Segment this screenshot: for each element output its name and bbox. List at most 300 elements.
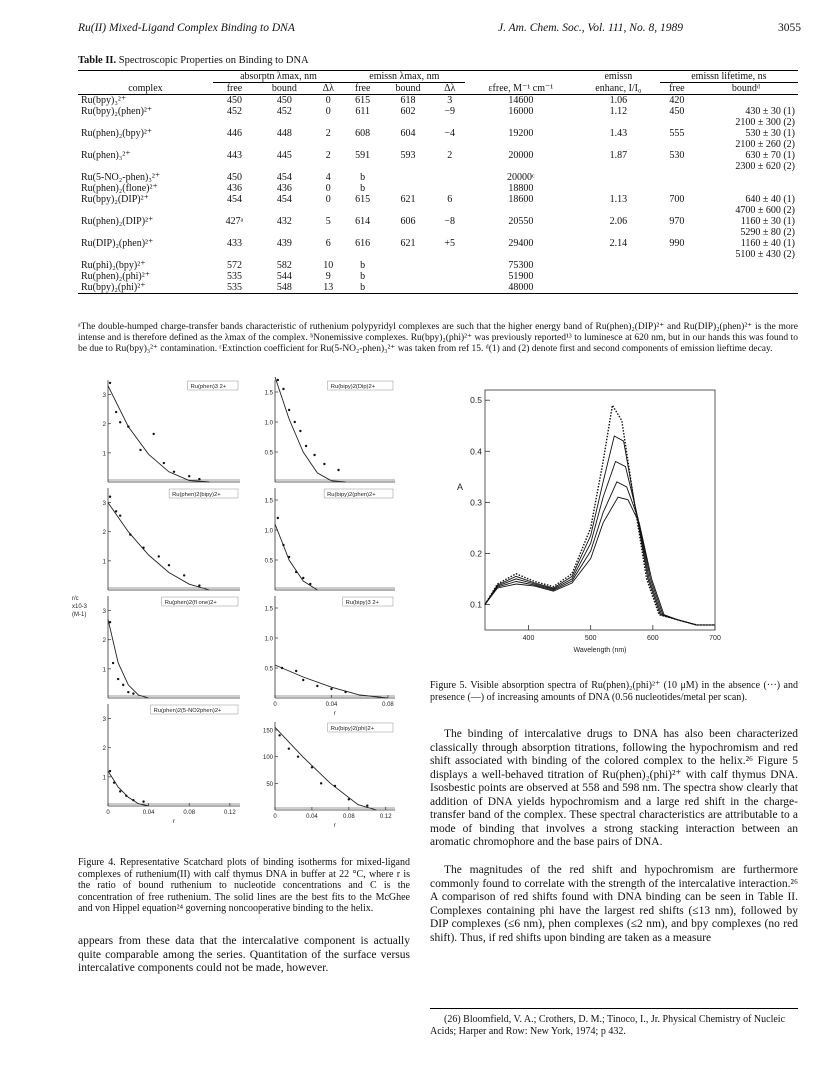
column-header: εfree, M⁻¹ cm⁻¹	[465, 83, 577, 95]
table-cell: 608	[355, 128, 371, 139]
panel-title: Ru(phen)2(5-NO2phen)2+	[153, 708, 222, 714]
figure5-absorption-spectra	[455, 382, 725, 672]
x-tick-label: 0	[106, 810, 110, 816]
x-tick-label: 700	[709, 635, 721, 642]
y-tick-label: 1	[102, 775, 106, 782]
y-tick-label: 1	[102, 451, 106, 458]
running-header-left: Ru(II) Mixed-Ligand Complex Binding to DNA	[78, 22, 295, 34]
table-row	[78, 194, 798, 216]
table-cell: 1.87	[609, 150, 628, 161]
table-cell	[381, 172, 435, 183]
table-cell	[435, 172, 465, 183]
data-point	[295, 670, 297, 672]
panel-title: Ru(bipy)2(phen)2+	[327, 492, 376, 498]
table-cell: 640 ± 40 (1) 4700 ± 600 (2)	[735, 194, 795, 216]
data-point	[183, 574, 185, 576]
data-point	[122, 684, 124, 686]
table-cell: 420	[669, 95, 685, 106]
y-tick-label: 0.1	[470, 599, 482, 610]
data-point	[188, 475, 190, 477]
table-cell	[694, 282, 798, 294]
complex-cell: Ru(phi)₂(bpy)²⁺	[81, 260, 146, 271]
column-header: boundᵈ	[694, 83, 798, 95]
data-point	[119, 514, 121, 516]
y-tick-label: 2	[102, 530, 106, 537]
x-axis-label: Wavelength (nm)	[573, 647, 627, 654]
table-cell	[660, 282, 694, 294]
table-cell: 14600	[508, 95, 534, 106]
table-cell: −4	[444, 128, 456, 139]
y-axis-label: r/c	[72, 596, 79, 602]
table-cell: 436	[226, 183, 242, 194]
y-tick-label: 1	[102, 667, 106, 674]
table-cell: 593	[400, 150, 416, 161]
table-cell: 630 ± 70 (1) 2300 ± 620 (2)	[735, 150, 795, 172]
data-point	[311, 766, 313, 768]
x-axis-label: r	[173, 819, 175, 825]
table-cell	[660, 271, 694, 282]
x-tick-label: 0.04	[306, 814, 318, 820]
column-header: Δλ	[435, 83, 465, 95]
y-axis-label: A	[457, 482, 464, 492]
y-tick-label: 1.0	[264, 420, 273, 427]
x-tick-label: 0.12	[224, 810, 236, 816]
right-paragraph-1: The binding of intercalative drugs to DNA has also been characterized classically through absorption titrations, following the hypochromism and red shift associated with binding of the colored complex to the helix.²⁶ Figure 5 displays a well-behaved titration of Ru(phen)₂(phi)²⁺ with calf thymus DNA. Isosbestic points are observed at 558 and 598 nm. The spectra show clearly that addition of DNA yields hypochromism and a large red shift in the charge-transfer band of the complex. These spectral characteristics are attributable to a mode of binding that involves a strong stacking interaction between an aromatic chromophore and the base pairs of DNA.	[430, 728, 798, 848]
table-cell: 13	[313, 282, 344, 294]
table-cell: 51900	[508, 271, 534, 282]
data-point	[132, 692, 134, 694]
table-cell: 16000	[508, 106, 534, 117]
table-cell: 20000ᶜ	[507, 172, 535, 183]
y-tick-label: 3	[102, 717, 106, 724]
x-tick-label: 500	[584, 635, 597, 642]
y-tick-label: 2	[102, 422, 106, 429]
table-cell: 9	[325, 271, 331, 282]
data-point	[278, 734, 280, 736]
data-point	[168, 564, 170, 566]
y-tick-label: 3	[102, 609, 106, 616]
data-point	[305, 445, 307, 447]
table-cell: 452	[226, 106, 242, 117]
table-cell: 621	[400, 194, 416, 205]
x-tick-label: 0.08	[382, 702, 394, 708]
reference-26: (26) Bloomfield, V. A.; Crothers, D. M.; Tinoco, I., Jr. Physical Chemistry of Nucleic Acids; Harper and Row: New York, 1974; p 432.	[430, 1014, 786, 1037]
data-point	[309, 583, 311, 585]
spectrum-line	[485, 462, 715, 625]
data-point	[366, 805, 368, 807]
column-header: bound	[381, 83, 435, 95]
table-row	[78, 216, 798, 238]
table-cell: 591	[355, 150, 371, 161]
table-cell	[694, 260, 798, 271]
fit-curve	[108, 503, 210, 590]
table-cell: 10	[323, 260, 334, 271]
x-tick-label: 0	[273, 702, 277, 708]
y-tick-label: 0.5	[264, 666, 273, 673]
table-row	[78, 150, 798, 172]
table-cell: 445	[276, 150, 292, 161]
data-point	[337, 469, 339, 471]
table-cell: 20000	[508, 150, 534, 161]
y-tick-label: 1	[102, 559, 106, 566]
y-tick-label: 0.5	[264, 450, 273, 457]
complex-cell: Ru(phen)₃²⁺	[81, 150, 131, 161]
x-tick-label: 0.04	[142, 810, 155, 816]
table-row	[78, 282, 798, 294]
table-row	[78, 271, 798, 282]
panel-title: Ru(phen)3 2+	[190, 384, 227, 390]
table-cell	[660, 172, 694, 183]
data-point	[323, 463, 325, 465]
table-cell: 450	[226, 172, 242, 183]
y-tick-label: 3	[102, 501, 106, 508]
table-cell	[577, 282, 660, 294]
reference-rule	[430, 1008, 798, 1009]
table-row	[78, 95, 798, 107]
y-tick-label: 0.5	[264, 558, 273, 565]
panel-title: Ru(bipy)3 2+	[345, 600, 379, 606]
table-cell: 1.12	[609, 106, 628, 117]
table-cell: 2	[325, 128, 331, 139]
table-cell: 530 ± 30 (1) 2100 ± 260 (2)	[735, 128, 795, 150]
panel-title: Ru(bipy)2(phi)2+	[330, 726, 375, 732]
table-cell: 555	[669, 128, 685, 139]
table-row	[78, 238, 798, 260]
fit-curve	[275, 377, 346, 482]
table-cell: 452	[276, 106, 292, 117]
table-cell: 4	[325, 172, 331, 183]
data-point	[320, 782, 322, 784]
data-point	[115, 411, 117, 413]
complex-cell: Ru(phen)₂(flone)²⁺	[81, 183, 158, 194]
table-cell	[694, 95, 798, 107]
table-cell: 544	[276, 271, 292, 282]
data-point	[330, 688, 332, 690]
table-cell: 606	[400, 216, 416, 227]
data-point	[125, 795, 127, 797]
y-tick-label: 150	[262, 728, 273, 735]
table-cell	[577, 271, 660, 282]
table-cell: 604	[400, 128, 416, 139]
fit-curve	[275, 665, 388, 698]
column-header: complex	[78, 83, 213, 95]
table-cell	[381, 271, 435, 282]
table-cell: 454	[226, 194, 242, 205]
y-axis-label: x10-3	[72, 604, 88, 610]
complex-cell: Ru(phen)₂(DIP)²⁺	[81, 216, 154, 227]
data-point	[277, 379, 279, 381]
table-cell: 2.06	[609, 216, 628, 227]
table-cell: b	[344, 282, 381, 294]
y-tick-label: 1.0	[264, 636, 273, 643]
data-point	[297, 755, 299, 757]
data-point	[316, 685, 318, 687]
table-cell: 6	[325, 238, 331, 249]
right-paragraph-2: The magnitudes of the red shift and hypochromism are furthermore commonly found to correlate with the strength of the intercalative interaction.²⁶ A comparison of red shifts found with DNA binding can be seen in Table II. Complexes containing phi have the largest red shifts (≤13 nm), followed by DIP complexes (≤6 nm), phen complexes (≤2 nm), and bpy complexes (no red shift). Thus, if red shifts upon binding are taken as a measure	[430, 864, 798, 944]
data-point	[158, 555, 160, 557]
table-cell: 18600	[508, 194, 534, 205]
data-point	[277, 517, 279, 519]
data-point	[115, 510, 117, 512]
table-cell: 450	[669, 106, 685, 117]
table-cell: 6	[447, 194, 453, 205]
table-cell: 18800	[508, 183, 534, 194]
table-cell	[435, 183, 465, 194]
table-cell: 1160 ± 40 (1) 5100 ± 430 (2)	[735, 238, 795, 260]
data-point	[119, 421, 121, 423]
table-cell: 439	[276, 238, 292, 249]
x-tick-label: 0.04	[325, 702, 338, 708]
y-tick-label: 3	[102, 393, 106, 400]
table-cell: 3	[447, 95, 453, 106]
column-header: enhanc, I/I₀	[577, 83, 660, 95]
group-emissn: emissn λmax, nm	[344, 71, 465, 83]
table-cell: 530	[669, 150, 685, 161]
table-cell: 48000	[465, 282, 577, 294]
data-point	[109, 770, 111, 772]
table-title	[78, 55, 309, 66]
data-point	[334, 785, 336, 787]
data-point	[127, 425, 129, 427]
y-tick-label: 50	[266, 781, 273, 788]
table-cell	[435, 271, 465, 282]
y-tick-label: 0.2	[470, 548, 482, 559]
complex-cell: Ru(phen)₂(bpy)²⁺	[81, 128, 153, 139]
panel-title: Ru(bipy)2(Dip)2+	[330, 384, 376, 390]
data-point	[117, 678, 119, 680]
table-row	[78, 172, 798, 183]
x-tick-label: 600	[646, 635, 659, 642]
table-cell: 990	[669, 238, 685, 249]
table-cell: 433	[226, 238, 242, 249]
fit-curve	[108, 386, 210, 482]
y-tick-label: 0.3	[470, 497, 482, 508]
table-cell	[381, 260, 435, 271]
table-cell	[694, 271, 798, 282]
table-cell: 611	[355, 106, 370, 117]
spectroscopic-table	[78, 70, 798, 294]
table-cell: 548	[256, 282, 312, 294]
data-point	[109, 621, 111, 623]
spectrum-line	[485, 405, 715, 625]
table-cell: 450	[226, 95, 242, 106]
table-cell: 427ᵃ	[225, 216, 244, 227]
data-point	[198, 478, 200, 480]
table-cell	[381, 183, 435, 194]
table-cell: b	[360, 260, 366, 271]
data-point	[109, 496, 111, 498]
table-cell	[577, 172, 660, 183]
fit-curve	[108, 619, 149, 698]
table-cell	[435, 282, 465, 294]
data-point	[127, 691, 129, 693]
complex-cell: Ru(bpy)₂(DIP)²⁺	[81, 194, 149, 205]
table-cell: 602	[400, 106, 416, 117]
y-tick-label: 100	[262, 755, 273, 762]
table-cell: 2	[447, 150, 453, 161]
table-cell	[660, 260, 694, 271]
data-point	[282, 544, 284, 546]
fit-curve	[275, 524, 317, 590]
running-header-right: J. Am. Chem. Soc., Vol. 111, No. 8, 1989	[498, 22, 683, 34]
y-tick-label: 1.5	[264, 390, 273, 397]
x-axis-label: r	[334, 711, 336, 717]
x-axis-label: r	[334, 823, 336, 829]
y-tick-label: 1.5	[264, 498, 273, 505]
table-cell: 75300	[508, 260, 534, 271]
column-header: Δλ	[313, 83, 344, 95]
column-header: free	[344, 83, 381, 95]
table-cell: 615	[355, 194, 371, 205]
figure4-caption: Figure 4. Representative Scatchard plots of binding isotherms for mixed-ligand complexes of ruthenium(II) with calf thymus DNA in buffer at 22 °C, where r is the ratio of bound ruthenium to nucleotide concentrations and C is the concentration of free ruthenium. The solid lines are the best fits to the McGhee and von Hippel equation²⁴ governing noncooperative binding to the helix.	[78, 857, 410, 914]
group-lifetime: emissn lifetime, ns	[660, 71, 798, 83]
table-cell: 29400	[508, 238, 534, 249]
y-axis-label: (M-1)	[72, 612, 87, 618]
table-cell: b	[360, 271, 366, 282]
table-cell: 572	[226, 260, 242, 271]
table-cell: 1.43	[609, 128, 628, 139]
table-cell: 1.13	[609, 194, 628, 205]
y-tick-label: 1.5	[264, 606, 273, 613]
table-cell: 436	[276, 183, 292, 194]
data-point	[302, 577, 304, 579]
table-cell: 1160 ± 30 (1) 5290 ± 80 (2)	[740, 216, 795, 238]
data-point	[109, 382, 111, 384]
table-cell: 0	[325, 194, 331, 205]
data-point	[344, 691, 346, 693]
table-cell: 621	[400, 238, 416, 249]
table-cell: 454	[276, 194, 292, 205]
x-tick-label: 0	[273, 814, 277, 820]
table-cell: 614	[355, 216, 371, 227]
y-tick-label: 0.4	[470, 446, 482, 457]
table-cell: 615	[355, 95, 371, 106]
group-enhanc-top: emissn	[577, 71, 660, 83]
data-point	[198, 584, 200, 586]
table-cell	[435, 260, 465, 271]
panel-title: Ru(phen)2(fl one)2+	[164, 600, 217, 606]
table-cell: 450	[276, 95, 292, 106]
data-point	[139, 449, 141, 451]
data-point	[288, 556, 290, 558]
data-point	[173, 471, 175, 473]
table-cell: 2.14	[609, 238, 628, 249]
y-tick-label: 2	[102, 746, 106, 753]
table-title-text: Spectroscopic Properties on Binding to DNA	[118, 55, 309, 66]
table-cell: 0	[325, 183, 331, 194]
table-cell: 454	[276, 172, 292, 183]
table-footnote: ᵃThe double-humped charge-transfer bands characteristic of ruthenium polypyridyl complexes are such that the higher energy band of Ru(phen)₂(DIP)²⁺ and Ru(DIP)₂(phen)²⁺ is the more intense and is therefore defined as the λmax of the complex. ᵇNonemissive complexes. Ru(bpy)₂(phi)²⁺ was previously reported¹³ to luminesce at 620 nm, but in our hands this was found to be due to Ru(bpy)₃²⁺ contamination. ᶜExtinction coefficient for Ru(5-NO₂-phen)₃²⁺ was taken from ref 15. ᵈ(1) and (2) denote first and second components of emission lieftime decay.	[78, 322, 798, 354]
table-cell: 448	[276, 128, 292, 139]
table-cell	[694, 183, 798, 194]
table-cell: 1.06	[609, 95, 628, 106]
complex-cell: Ru(bpy)₃²⁺	[81, 95, 127, 106]
table-cell: 535	[226, 271, 242, 282]
table-row	[78, 128, 798, 150]
fit-curve	[108, 771, 149, 806]
fit-curve	[275, 727, 377, 810]
data-point	[299, 430, 301, 432]
table-cell: +5	[444, 238, 456, 249]
table-cell	[577, 260, 660, 271]
spectrum-line	[485, 497, 715, 625]
table-cell: 582	[276, 260, 292, 271]
y-tick-label: 2	[102, 638, 106, 645]
figure4-scatchard-plots	[70, 372, 410, 852]
table-row	[78, 183, 798, 194]
data-point	[142, 800, 144, 802]
table-cell	[577, 183, 660, 194]
data-point	[129, 533, 131, 535]
table-cell: 970	[669, 216, 685, 227]
complex-cell: Ru(phen)₂(phi)²⁺	[81, 271, 150, 282]
complex-cell: Ru(bpy)₂(phen)²⁺	[81, 106, 153, 117]
table-row	[78, 260, 798, 271]
data-point	[132, 799, 134, 801]
table-cell: 2	[325, 150, 331, 161]
table-cell	[694, 172, 798, 183]
table-cell	[381, 282, 435, 294]
complex-cell: Ru(bpy)₂(phi)²⁺	[78, 282, 213, 294]
column-header: free	[660, 83, 694, 95]
table-label: Table II.	[78, 55, 117, 66]
table-cell: 19200	[508, 128, 534, 139]
data-point	[113, 781, 115, 783]
table-cell: 535	[213, 282, 256, 294]
table-cell: 443	[226, 150, 242, 161]
table-cell: 446	[226, 128, 242, 139]
table-cell: 20550	[508, 216, 534, 227]
y-tick-label: 1.0	[264, 528, 273, 535]
table-cell: 700	[669, 194, 685, 205]
figure5-caption: Figure 5. Visible absorption spectra of Ru(phen)₂(phi)²⁺ (10 μM) in the absence (···) and presence (—) of increasing amounts of DNA (0.56 nucleotides/metal per scan).	[430, 680, 798, 703]
x-tick-label: 0.12	[379, 814, 392, 820]
table-cell: 0	[325, 95, 331, 106]
table-cell: 618	[400, 95, 416, 106]
data-point	[288, 747, 290, 749]
data-point	[313, 454, 315, 456]
data-point	[294, 421, 296, 423]
table-cell: 616	[355, 238, 371, 249]
group-absorptn: absorptn λmax, nm	[213, 71, 344, 83]
data-point	[348, 798, 350, 800]
data-point	[288, 409, 290, 411]
data-point	[282, 388, 284, 390]
x-tick-label: 0.08	[343, 814, 355, 820]
table-cell: 5	[325, 216, 331, 227]
data-point	[295, 571, 297, 573]
table-cell: b	[360, 183, 366, 194]
page-number: 3055	[778, 22, 801, 34]
table-cell: 432	[276, 216, 292, 227]
data-point	[119, 790, 121, 792]
column-header: free	[213, 83, 256, 95]
x-tick-label: 0.08	[183, 810, 196, 816]
data-point	[142, 547, 144, 549]
table-cell: 0	[325, 106, 331, 117]
table-cell: 430 ± 30 (1) 2100 ± 300 (2)	[735, 106, 795, 128]
spectrum-line	[485, 482, 715, 625]
y-tick-label: 0.5	[470, 395, 482, 406]
table-cell: −8	[444, 216, 456, 227]
data-point	[152, 433, 154, 435]
x-tick-label: 400	[522, 635, 535, 642]
data-point	[163, 462, 165, 464]
table-cell	[660, 183, 694, 194]
table-cell: b	[360, 172, 366, 183]
data-point	[302, 679, 304, 681]
left-paragraph: appears from these data that the intercalative component is actually quite comparable among the series. Quantitation of the surface versus intercalative components could not be made, however.	[78, 935, 410, 974]
